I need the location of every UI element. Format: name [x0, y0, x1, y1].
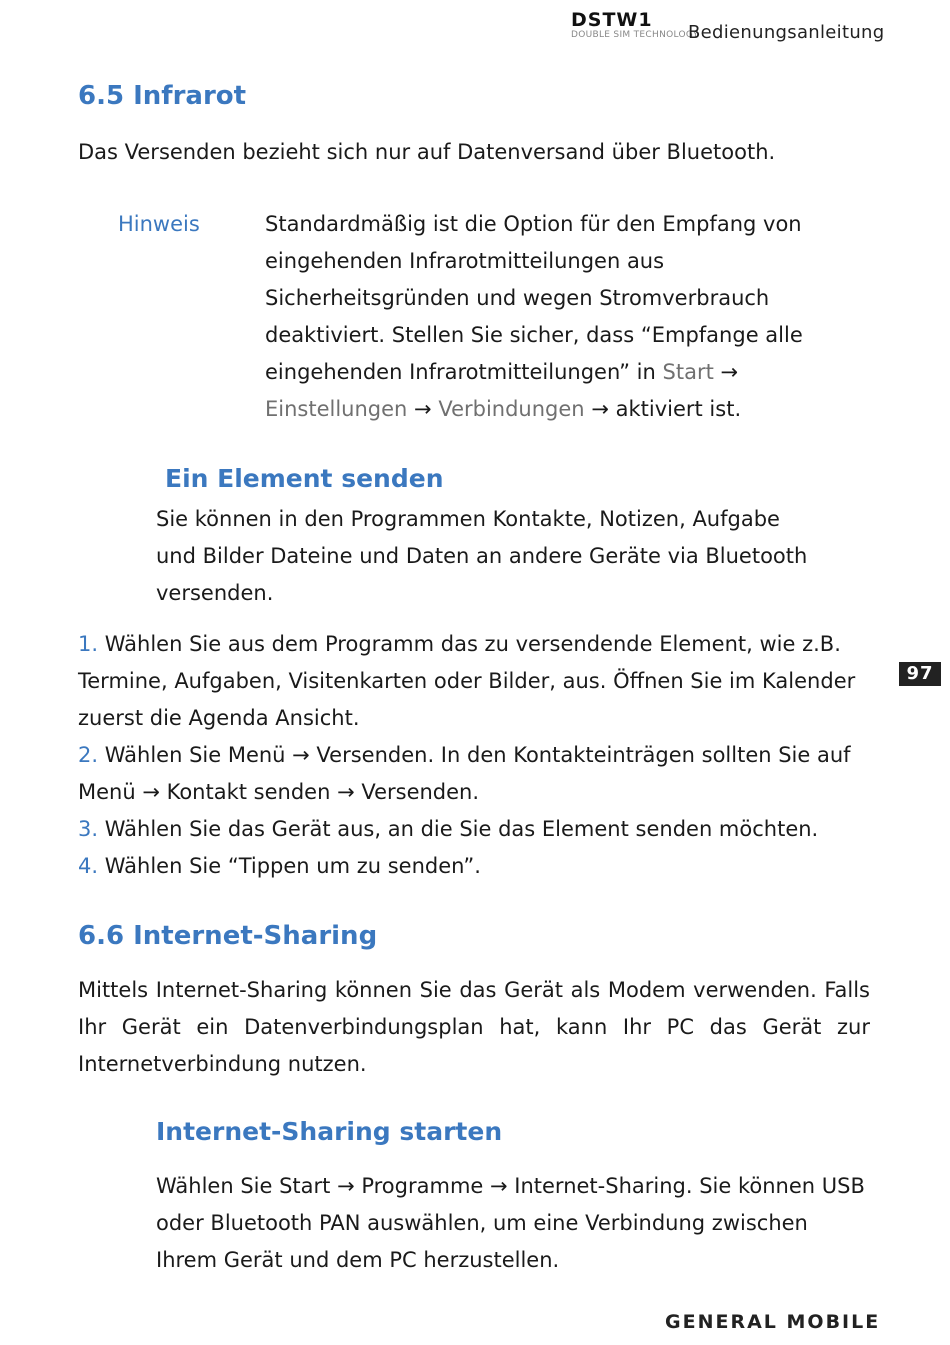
note-label: Hinweis [118, 212, 200, 236]
step-text: Wählen Sie Menü → Versenden. In den Kontakteinträgen sollten Sie auf Menü → Kontakt senden → Versenden. [78, 743, 851, 804]
section-6-6-text: Mittels Internet-Sharing können Sie das Gerät als Modem verwenden. Falls Ihr Gerät ein Datenverbindungsplan hat, kann Ihr PC das Gerät zur Internetverbindung nutzen. [78, 978, 870, 1076]
running-header-title: Bedienungsanleitung [688, 22, 885, 43]
step-text: Wählen Sie “Tippen um zu senden”. [104, 854, 481, 878]
steps-list [78, 626, 858, 885]
arrow-icon: → [591, 397, 609, 421]
step-item [78, 811, 858, 848]
note-path-connections: Verbindungen [438, 397, 585, 421]
section-intro: Das Versenden bezieht sich nur auf Datenversand über Bluetooth. [78, 140, 776, 164]
step-item [78, 626, 858, 737]
arrow-icon: → [720, 360, 739, 384]
brand-logo-subtitle: DOUBLE SIM TECHNOLOGY [571, 30, 699, 40]
step-number: 2. [78, 743, 99, 767]
note-end: aktiviert ist. [615, 397, 742, 421]
note-path-start: Start [662, 360, 714, 384]
step-text: Wählen Sie aus dem Programm das zu versendende Element, wie z.B. Termine, Aufgaben, Visitenkarten oder Bilder, aus. Öffnen Sie im Kalender zuerst die Agenda Ansicht. [78, 632, 856, 730]
note-body: Standardmäßig ist die Option für den Empfang von eingehenden Infrarotmitteilungen aus Sicherheitsgründen und wegen Stromverbrauch deaktiviert. Stellen Sie sicher, dass “Empfange alle eingehenden Infrarotmitteilungen” in [265, 212, 803, 384]
section-heading-6-6: 6.6 Internet-Sharing [78, 921, 378, 951]
step-text: Wählen Sie das Gerät aus, an die Sie das Element senden möchten. [104, 817, 819, 841]
step-item [78, 848, 858, 885]
note-path-settings: Einstellungen [265, 397, 408, 421]
subsection-heading-send: Ein Element senden [165, 464, 444, 493]
subsection-sharing-text: Wählen Sie Start → Programme → Internet-Sharing. Sie können USB oder Bluetooth PAN auswählen, um eine Verbindung zwischen Ihrem Gerät und dem PC herzustellen. [156, 1174, 865, 1272]
note-text [265, 206, 810, 428]
brand-logo: DSTW1 [571, 9, 653, 31]
section-heading-6-5: 6.5 Infrarot [78, 81, 247, 111]
step-number: 4. [78, 854, 99, 878]
subsection-send-text: Sie können in den Programmen Kontakte, Notizen, Aufgabe und Bilder Dateine und Daten an andere Geräte via Bluetooth versenden. [156, 507, 808, 605]
step-number: 3. [78, 817, 99, 841]
step-number: 1. [78, 632, 99, 656]
page-number: 97 [899, 662, 941, 686]
arrow-icon: → [414, 397, 432, 421]
subsection-heading-sharing: Internet-Sharing starten [156, 1117, 503, 1146]
footer-brand-logo: GENERAL MOBILE [665, 1311, 881, 1333]
step-item [78, 737, 858, 811]
